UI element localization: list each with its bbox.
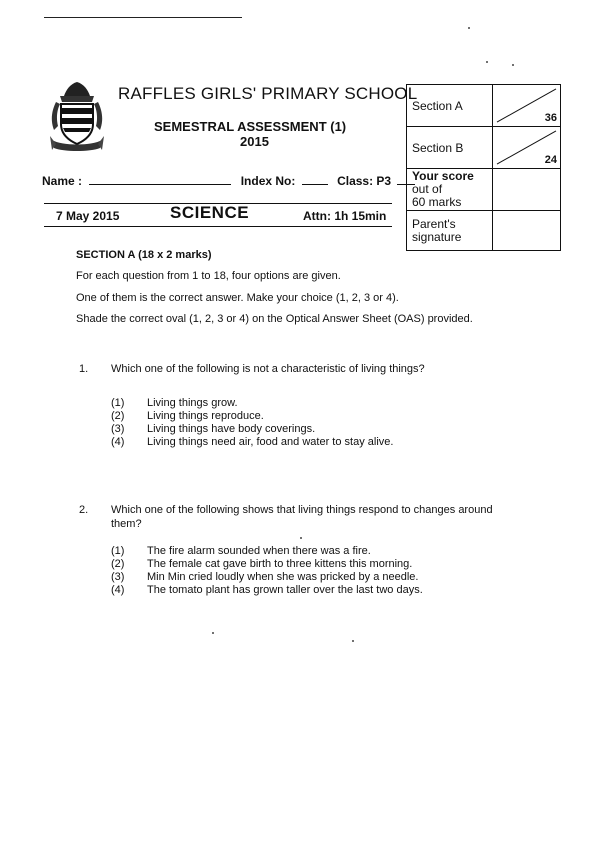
header-rule-bottom — [44, 226, 392, 227]
your-score-line-2: out of — [412, 182, 443, 196]
option-number: (4) — [111, 584, 125, 596]
parent-line-2: signature — [412, 229, 462, 244]
question-1-option[interactable] — [111, 423, 315, 435]
option-text: The tomato plant has grown taller over the last two days. — [147, 584, 423, 596]
parent-line-1: Parent's — [412, 216, 456, 231]
instruction-line: For each question from 1 to 18, four options are given. — [76, 270, 341, 282]
top-rule — [44, 17, 242, 18]
name-label: Name : — [42, 174, 83, 188]
parent-signature-cell[interactable] — [493, 211, 561, 251]
option-number: (4) — [111, 436, 125, 448]
total-score-cell[interactable] — [493, 169, 561, 211]
option-number: (3) — [111, 571, 125, 583]
your-score-label — [407, 169, 493, 211]
section-b-label: Section B — [407, 127, 493, 169]
scan-speck — [512, 64, 514, 66]
option-number: (3) — [111, 423, 125, 435]
section-a-label: Section A — [407, 85, 493, 127]
school-crest-logo — [46, 80, 108, 158]
question-1-text: Which one of the following is not a characteristic of living things? — [111, 363, 425, 375]
option-text: Living things grow. — [147, 397, 238, 409]
student-details-row — [42, 174, 415, 188]
option-number: (1) — [111, 545, 125, 557]
scan-speck — [468, 27, 470, 29]
subject-title: SCIENCE — [170, 203, 250, 222]
section-a-heading: SECTION A (18 x 2 marks) — [76, 249, 212, 261]
parent-signature-label — [407, 211, 493, 251]
name-field[interactable] — [89, 174, 231, 185]
section-b-max-marks: 24 — [544, 154, 557, 166]
section-a-score-cell[interactable] — [493, 85, 561, 127]
scan-speck — [212, 632, 214, 634]
index-field[interactable] — [302, 174, 328, 185]
question-2-option[interactable] — [111, 558, 412, 570]
question-2-option[interactable] — [111, 584, 423, 596]
assessment-title: SEMESTRAL ASSESSMENT (1) — [154, 119, 347, 134]
scan-speck — [352, 640, 354, 642]
question-1-option[interactable] — [111, 436, 393, 448]
class-label: Class: P3 — [337, 174, 392, 188]
your-score-line-3: 60 marks — [412, 195, 462, 209]
score-table — [406, 84, 561, 251]
option-text: Min Min cried loudly when she was pricked by a needle. — [147, 571, 419, 583]
school-name: RAFFLES GIRLS' PRIMARY SCHOOL — [118, 84, 418, 103]
question-2-number: 2. — [79, 504, 89, 516]
exam-date: 7 May 2015 — [56, 209, 120, 223]
option-number: (2) — [111, 410, 125, 422]
index-label: Index No: — [240, 174, 296, 188]
question-2-option[interactable] — [111, 545, 371, 557]
exam-duration: Attn: 1h 15min — [303, 209, 387, 223]
option-number: (1) — [111, 397, 125, 409]
option-text: Living things need air, food and water to stay alive. — [147, 436, 394, 448]
option-text: The female cat gave birth to three kittens this morning. — [147, 558, 413, 570]
question-2-option[interactable] — [111, 571, 418, 583]
option-text: Living things have body coverings. — [147, 423, 316, 435]
instruction-line: One of them is the correct answer. Make your choice (1, 2, 3 or 4). — [76, 292, 399, 304]
section-b-score-cell[interactable] — [493, 127, 561, 169]
your-score-line-1: Your score — [412, 169, 474, 183]
instruction-line: Shade the correct oval (1, 2, 3 or 4) on the Optical Answer Sheet (OAS) provided. — [76, 313, 473, 325]
option-number: (2) — [111, 558, 125, 570]
scan-speck — [486, 61, 488, 63]
question-1-number: 1. — [79, 363, 89, 375]
question-1-option[interactable] — [111, 397, 238, 409]
assessment-year: 2015 — [240, 134, 269, 149]
option-text: The fire alarm sounded when there was a fire. — [147, 545, 371, 557]
question-1-option[interactable] — [111, 410, 264, 422]
scan-speck — [300, 537, 302, 539]
question-2-text: Which one of the following shows that living things respond to changes around them? — [111, 504, 493, 530]
option-text: Living things reproduce. — [147, 410, 264, 422]
section-a-max-marks: 36 — [544, 112, 557, 124]
